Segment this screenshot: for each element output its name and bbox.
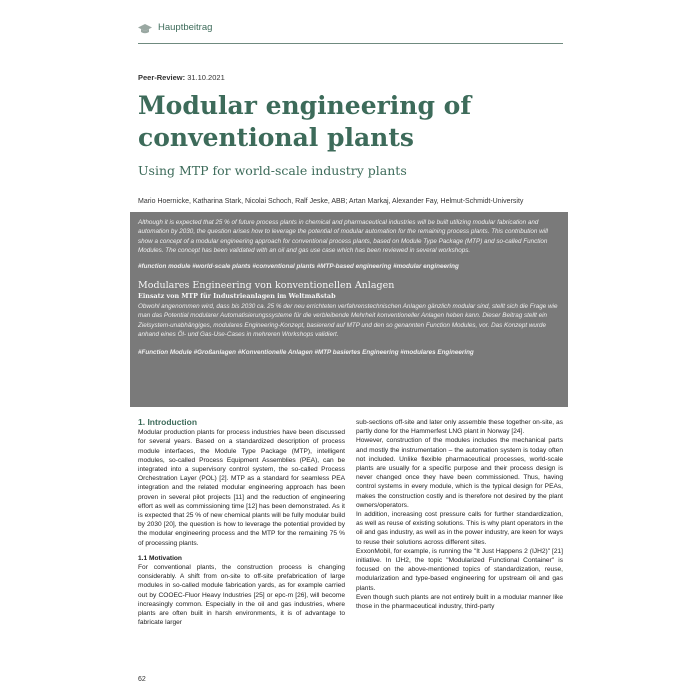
peer-review-date: 31.10.2021 <box>187 73 225 82</box>
page-number: 62 <box>138 676 146 683</box>
article-subtitle: Using MTP for world-scale industry plants <box>138 163 407 178</box>
body-column-right <box>356 418 563 611</box>
abstract-german: Obwohl angenommen wird, dass bis 2030 ca. 25 % der neu errichteten verfahrenstechnischen Anlagen gänzlich modular sind, stellt sich die Frage wie man das Potential modularer Automatisierungssysteme für die verbleibende Mehrheit konventioneller Anlagen heben kann. Dieser Beitrag stellt ein Zielsystem-unabhängiges, modulares Engineering-Konzept, basierend auf MTP und den so genannten Function Modules, vor. Das Konzept wurde anhand eines Öl- und Gas-Use-Cases in mehreren Workshops validiert. <box>138 303 558 339</box>
motivation-heading: 1.1 Motivation <box>138 554 182 562</box>
peer-review-label: Peer-Review: <box>138 73 186 82</box>
peer-review-line <box>138 73 225 82</box>
right-paragraph-1: sub-sections off-site and later only assemble these together on-site, as partly done for the Hammerfest LNG plant in Norway [24]. <box>356 419 563 436</box>
keywords-english: #function module #world-scale plants #conventional plants #MTP-based engineering #modular engineering <box>138 263 459 271</box>
right-paragraph-2: However, construction of the modules includes the mechanical parts and mostly the instrumentation – the automation system is today often not included. Unlike flexible pharmaceutical processes, world-scale plants are usually for a specific purpose and their process design is never changed once they have been commissioned. Thus, having control systems in every module, which is the typical design for PEAs, makes the construction costly and is therefore not desired by the plant owners/operators. <box>356 437 563 509</box>
right-paragraph-3: In addition, increasing cost pressure calls for further standardization, as well as reuse of existing solutions. This is why plant operators in the oil and gas industry, as well as in the power industry, are keen for ways to reuse their solutions across different sites. <box>356 511 563 546</box>
german-subtitle: Einsatz von MTP für Industrieanlagen im Weltmaßstab <box>138 292 336 301</box>
keywords-german: #Function Module #Großanlagen #Konventionelle Anlagen #MTP basiertes Engineering #modulares Engineering <box>138 349 474 357</box>
abstract-english: Although it is expected that 25 % of future process plants in chemical and pharmaceutical industries will be built utilizing modular fabrication and automation by 2030, the question arises how to leverage the potential of modular automation for the remaining process plants. This contribution will show a concept of a modular engineering approach for conventional process plants, based on Module Type Package (MTP) and so-called Function Modules. The concept has been validated with an oil and gas use case which has been reviewed in several workshops. <box>138 219 548 254</box>
section-label: Hauptbeitrag <box>158 22 213 33</box>
introduction-heading: 1. Introduction <box>138 417 198 427</box>
author-list: Mario Hoernicke, Katharina Stark, Nicolai Schoch, Ralf Jeske, ABB; Artan Markaj, Alexander Fay, Helmut-Schmidt-University <box>138 198 524 205</box>
right-paragraph-5: Even though such plants are not entirely built in a modular manner like those in the pharmaceutical industry, third-party <box>356 593 563 611</box>
section-header <box>138 20 563 44</box>
abstract-box <box>130 212 568 407</box>
introduction-paragraph: Modular production plants for process industries have been discussed for several years. Based on a standardized description of process module interfaces, the Module Type Package (MTP), intelligent modules, so-called Process Equipment Assemblies (PEA), can be integrated into a supervisory control system, the so-called Process Orchestration Layer (POL) [2]. MTP as a standard for seamless PEA integration and the related modular engineering approach has been proven in several pilot projects [11] and the reduction of engineering effort as well as commissioning time [12] has been demonstrated. As it is expected that 25 % of new chemical plants will be fully modular build by 2030 [20], the question is how to leverage the potential provided by the modular engineering process and the MTP for the remaining 75 % of processing plants. <box>138 429 345 547</box>
body-column-left <box>138 418 345 627</box>
german-title: Modulares Engineering von konventionellen Anlagen <box>138 280 395 292</box>
motivation-paragraph: For conventional plants, the construction process is changing considerably. A shift from on-site to off-site prefabrication of large modules in so-called module fabrication yards, as for example carried out by COOEC-Fluor Heavy Industries [25] or epc-m [26], will become increasingly common. Especially in the oil and gas industries, where plants are often built in harsh environments, it is of advantage to fabricate larger <box>138 564 345 627</box>
right-paragraph-4: ExxonMobil, for example, is running the "It Just Happens 2 (IJH2)" [21] initiative. In IJH2, the topic "Modularized Functional Container" is focused on the above-mentioned topics of standardization, reuse, modularization and type-based engineering for upstream oil and gas plants. <box>356 547 563 592</box>
graduation-cap-icon <box>138 23 152 35</box>
article-title: Modular engineering of conventional plants <box>138 91 472 152</box>
